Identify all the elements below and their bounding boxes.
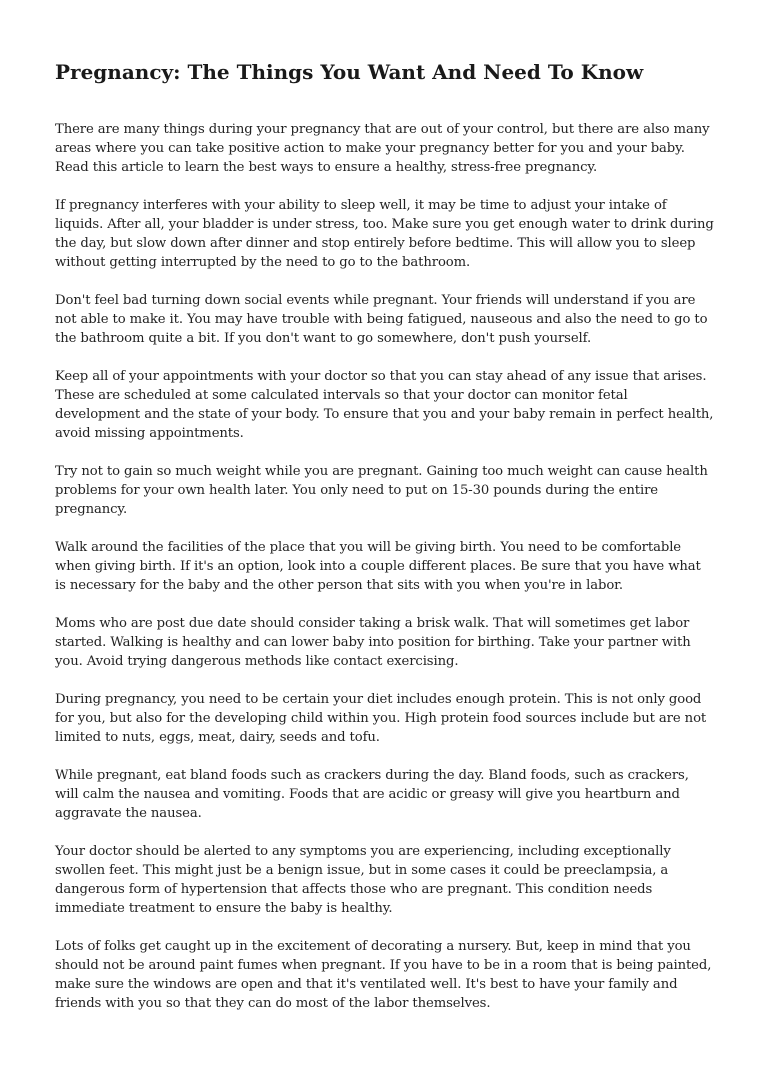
paragraph-nursery: Lots of folks get caught up in the excitement of decorating a nursery. But, keep in mind that you should not be around paint fumes when pregnant. If you have to be in a room that is being painted, make sure the windows are open and that it's ventilated well. It's best to have your family and friends with you so that they can do most of the labor themselves. xyxy=(55,939,712,1011)
paragraph-intro: There are many things during your pregnancy that are out of your control, but there are also many areas where you can take positive action to make your pregnancy better for you and your baby. Read this article to learn the best ways to ensure a healthy, stress-free pregnancy. xyxy=(55,122,710,175)
paragraph-sleep: If pregnancy interferes with your ability to sleep well, it may be time to adjust your intake of liquids. After all, your bladder is under stress, too. Make sure you get enough water to drink during the day, but slow down after dinner and stop entirely before bedtime. This will allow you to sleep without getting interrupted by the need to go to the bathroom. xyxy=(55,198,714,270)
document-page xyxy=(55,58,715,1032)
paragraph-social-events: Don't feel bad turning down social events while pregnant. Your friends will understand if you are not able to make it. You may have trouble with being fatigued, nauseous and also the need to go to the bathroom quite a bit. If you don't want to go somewhere, don't push yourself. xyxy=(55,293,708,346)
paragraph-brisk-walk: Moms who are post due date should consider taking a brisk walk. That will sometimes get labor started. Walking is healthy and can lower baby into position for birthing. Take your partner with you. Avoid trying dangerous methods like contact exercising. xyxy=(55,616,691,669)
paragraph-facilities: Walk around the facilities of the place that you will be giving birth. You need to be comfortable when giving birth. If it's an option, look into a couple different places. Be sure that you have what is necessary for the baby and the other person that sits with you when you're in labor. xyxy=(55,540,701,593)
paragraph-bland-foods: While pregnant, eat bland foods such as crackers during the day. Bland foods, such as crackers, will calm the nausea and vomiting. Foods that are acidic or greasy will give you heartburn and aggravate the nausea. xyxy=(55,768,689,821)
document-title: Pregnancy: The Things You Want And Need To Know xyxy=(55,60,644,84)
paragraph-protein: During pregnancy, you need to be certain your diet includes enough protein. This is not only good for you, but also for the developing child within you. High protein food sources include but are not limited to nuts, eggs, meat, dairy, seeds and tofu. xyxy=(55,692,707,745)
paragraph-appointments: Keep all of your appointments with your doctor so that you can stay ahead of any issue that arises. These are scheduled at some calculated intervals so that your doctor can monitor fetal development and the state of your body. To ensure that you and your baby remain in perfect health, avoid missing appointments. xyxy=(55,369,714,441)
paragraph-symptoms: Your doctor should be alerted to any symptoms you are experiencing, including exceptionally swollen feet. This might just be a benign issue, but in some cases it could be preeclampsia, a dangerous form of hypertension that affects those who are pregnant. This condition needs immediate treatment to ensure the baby is healthy. xyxy=(55,844,671,916)
paragraph-weight: Try not to gain so much weight while you are pregnant. Gaining too much weight can cause health problems for your own health later. You only need to put on 15-30 pounds during the entire pregnancy. xyxy=(55,464,708,517)
